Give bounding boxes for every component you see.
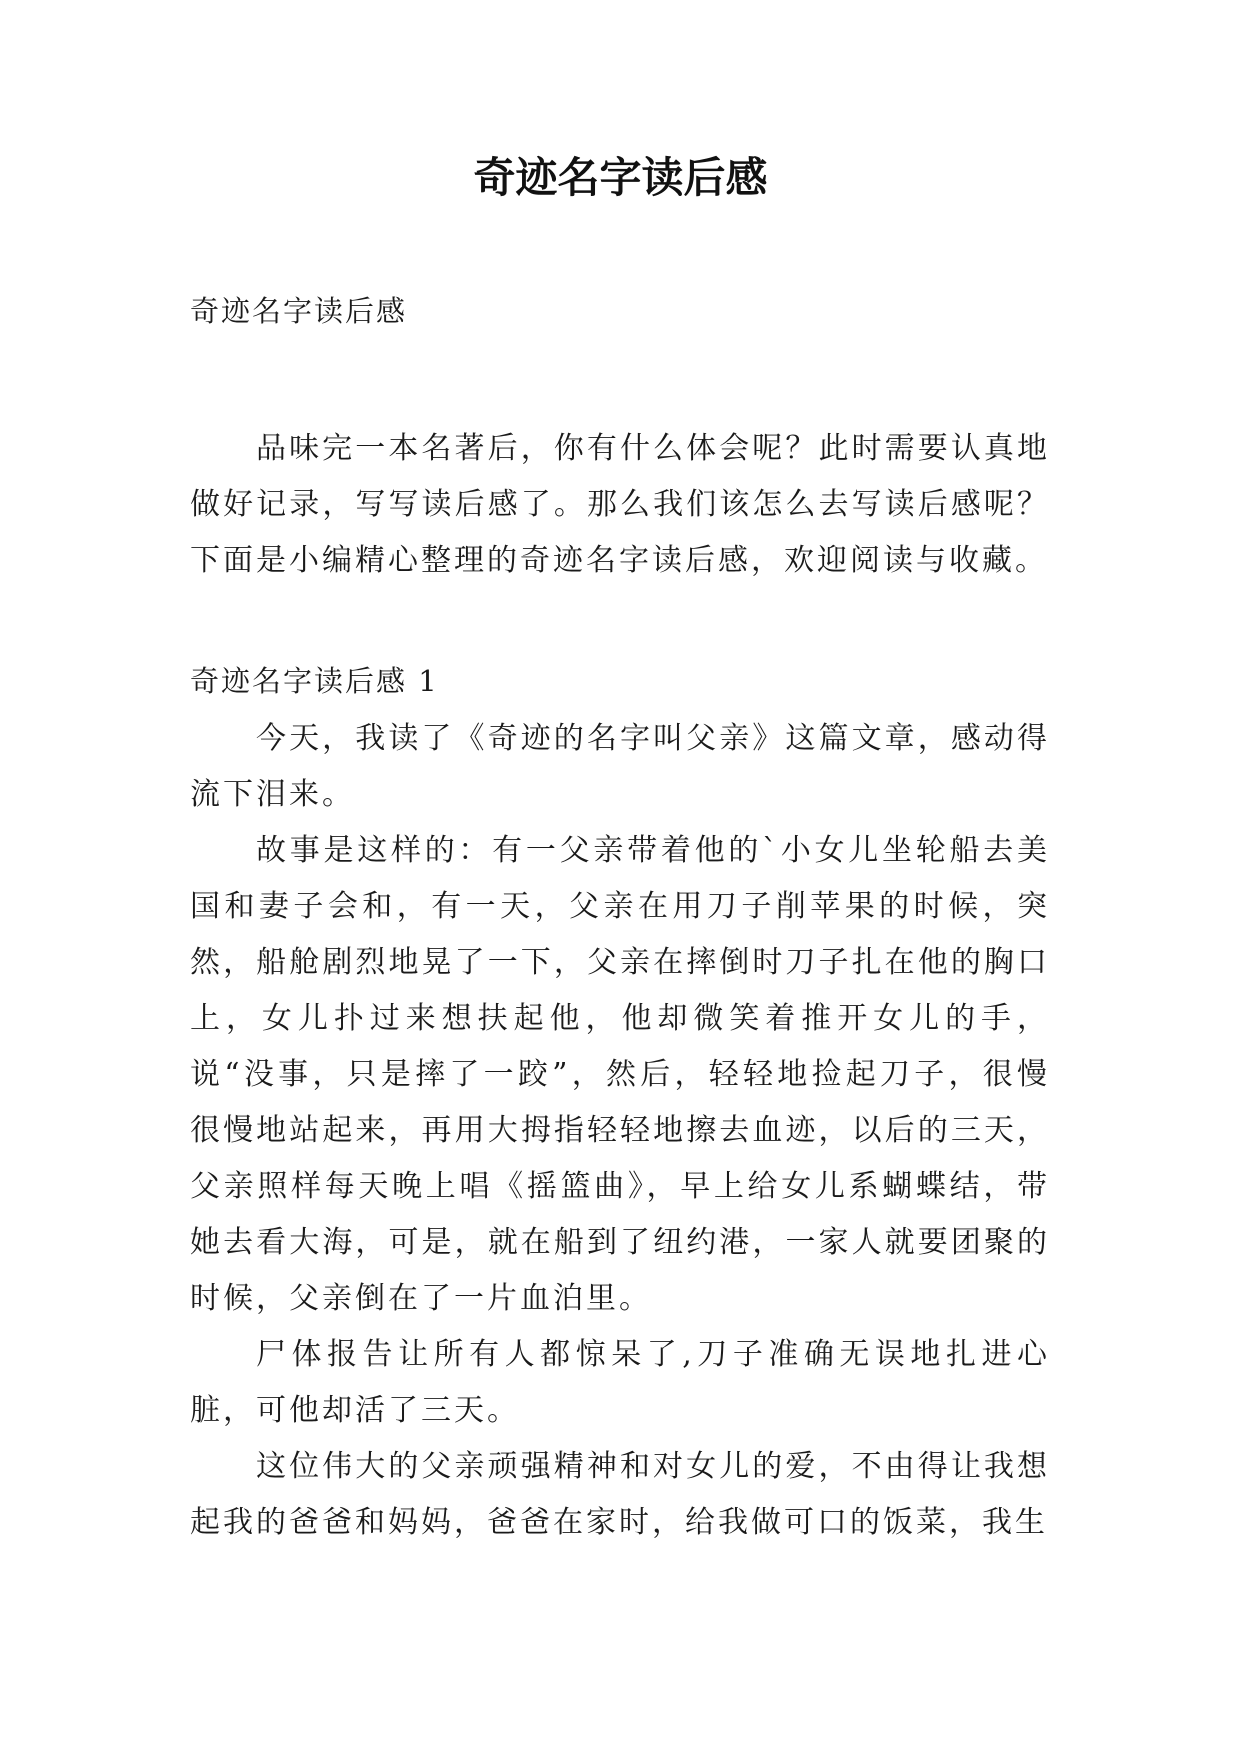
document-body bbox=[190, 291, 1050, 1551]
body-paragraph: 故事是这样的：有一父亲带着他的`小女儿坐轮船去美国和妻子会和，有一天，父亲在用刀子削苹果的时候，突然，船舱剧烈地晃了一下，父亲在摔倒时刀子扎在他的胸口上，女儿扑过来想扶起他，他却微笑着推开女儿的手，说“没事，只是摔了一跤”，然后，轻轻地捡起刀子，很慢很慢地站起来，再用大拇指轻轻地擦去血迹，以后的三天，父亲照样每天晚上唱《摇篮曲》，早上给女儿系蝴蝶结，带她去看大海，可是，就在船到了纽约港，一家人就要团聚的时候，父亲倒在了一片血泊里。 bbox=[190, 833, 1050, 1316]
body-paragraph: 这位伟大的父亲顽强精神和对女儿的爱，不由得让我想起我的爸爸和妈妈，爸爸在家时，给我做可口的饭菜，我生 bbox=[190, 1449, 1050, 1540]
intro-paragraph: 品味完一本名著后，你有什么体会呢？此时需要认真地做好记录，写写读后感了。那么我们该怎么去写读后感呢？下面是小编精心整理的奇迹名字读后感，欢迎阅读与收藏。 bbox=[190, 431, 1050, 578]
document-subtitle: 奇迹名字读后感 bbox=[190, 294, 408, 328]
body-paragraph: 尸体报告让所有人都惊呆了,刀子准确无误地扎进心脏，可他却活了三天。 bbox=[190, 1337, 1050, 1428]
body-paragraph: 今天，我读了《奇迹的名字叫父亲》这篇文章，感动得流下泪来。 bbox=[190, 721, 1050, 812]
section-heading: 奇迹名字读后感 1 bbox=[190, 664, 439, 698]
page-title: 奇迹名字读后感 bbox=[473, 153, 768, 202]
